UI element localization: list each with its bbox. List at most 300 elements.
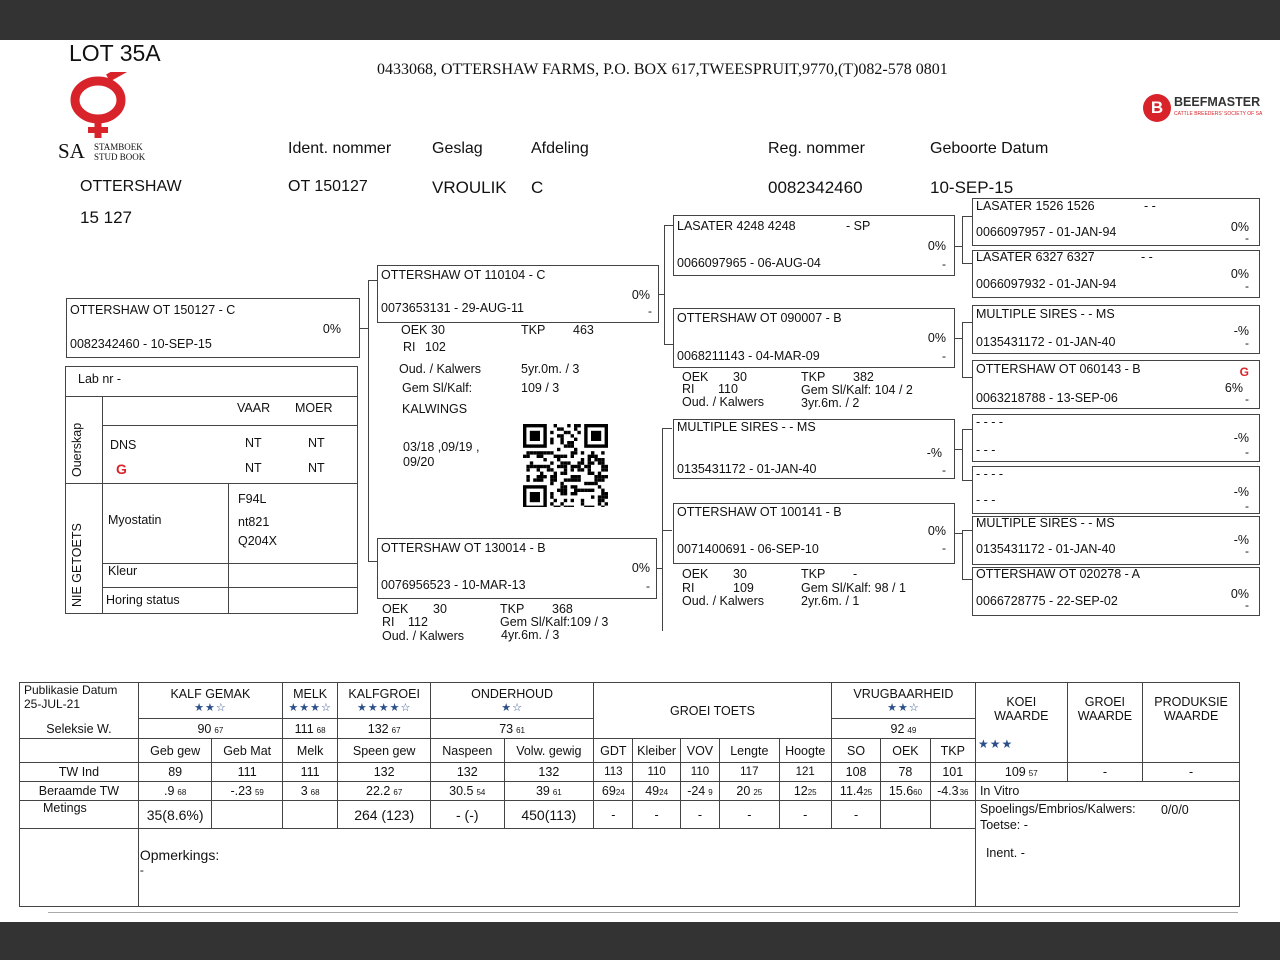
connector — [962, 263, 972, 264]
ggp-name: LASATER 1526 1526 — [976, 199, 1095, 213]
ggp-pct: 0% — [1230, 220, 1249, 234]
sel-cell — [138, 719, 282, 739]
tw-cell: 117 — [720, 763, 779, 782]
btw-value: 30.5 — [449, 784, 474, 798]
pedigree-grandparent — [673, 215, 955, 276]
pedigree-grandparent — [673, 419, 955, 479]
opmerkings-value: - — [139, 863, 144, 877]
connector — [962, 480, 972, 481]
sel-value: 92 — [890, 721, 905, 736]
met-cell: - — [831, 801, 880, 829]
btw-cell — [633, 782, 680, 801]
tw-cell: 110 — [680, 763, 719, 782]
dns-vaar: NT — [245, 436, 262, 450]
connector — [664, 344, 673, 345]
gp-dash: - — [942, 463, 946, 477]
sel-value: 73 — [499, 721, 514, 736]
sire-ri: 102 — [425, 340, 446, 354]
gp-name: MULTIPLE SIRES - - MS — [677, 420, 816, 434]
performance-table — [19, 682, 1240, 907]
gp3-gem: Gem Sl/Kalf: 98 / 1 — [801, 581, 906, 595]
met-cell: - (-) — [431, 801, 505, 829]
in-vitro-panel — [975, 801, 1239, 907]
btw-cell — [831, 782, 880, 801]
btw-value: 11.4 — [839, 784, 864, 798]
studbook-line1: STAMBOEK — [94, 142, 143, 152]
ouerskap-label: Ouerskap — [70, 422, 84, 477]
pub-label: Publikasie Datum — [24, 683, 118, 697]
pedigree-subject — [66, 298, 360, 358]
met-cell: - — [633, 801, 680, 829]
reg-value: 0082342460 — [768, 178, 863, 197]
seleksie-label: Seleksie W. — [20, 717, 139, 741]
ggp-name: MULTIPLE SIRES - - MS — [976, 307, 1115, 321]
gp-pct: 0% — [927, 239, 946, 253]
onderhoud-stars: ★☆ — [501, 702, 523, 714]
groei-toets-header: GROEI TOETS — [594, 683, 832, 739]
reg-label: Reg. nommer — [768, 140, 865, 157]
sel-sub: 68 — [316, 725, 326, 735]
sel-sub: 49 — [907, 725, 917, 735]
btw-sub: 25 — [863, 788, 873, 797]
btw-sub: 24 — [615, 788, 625, 797]
sire-oek-label: OEK — [401, 323, 428, 337]
connector — [662, 428, 672, 429]
btw-value: 39 — [535, 784, 550, 798]
met-cell: 35(8.6%) — [138, 801, 212, 829]
breeder-address: 0433068, OTTERSHAW FARMS, P.O. BOX 617,TWEESPRUIT,9770,(T)082-578 0801 — [377, 61, 948, 78]
opmerkings-label: Opmerkings: — [139, 847, 220, 863]
dob-label: Geboorte Datum — [930, 140, 1049, 157]
ggp-reg: 0066097957 - 01-JAN-94 — [976, 225, 1117, 239]
ggp-reg: 0135431172 - 01-JAN-40 — [976, 542, 1116, 556]
dns-label: DNS — [110, 438, 137, 452]
sire-tkp-label: TKP — [521, 323, 546, 337]
subject-name: OTTERSHAW OT 150127 - C — [70, 303, 236, 317]
female-symbol-icon — [58, 72, 158, 142]
beefmaster-b-icon: B — [1143, 94, 1171, 122]
dam-oek: 30 — [433, 602, 447, 616]
gp-pct: 0% — [927, 331, 946, 345]
btw-sub: 25 — [807, 788, 817, 797]
koei-waarde-header — [975, 683, 1067, 763]
btw-cell — [881, 782, 930, 801]
btw-sub: 68 — [310, 788, 320, 797]
sel-cell — [282, 719, 337, 739]
tw-label: TW Ind — [20, 763, 139, 782]
btw-sub: 67 — [393, 788, 403, 797]
lot-number: LOT 35A — [69, 40, 161, 66]
connector — [662, 530, 672, 531]
ggp-dash: - — [1245, 445, 1249, 459]
studbook-logo — [58, 72, 158, 164]
dam-ri-label: RI — [382, 615, 395, 629]
pub-date: 25-JUL-21 — [24, 697, 81, 711]
btw-sub: 68 — [177, 788, 187, 797]
connector — [962, 216, 963, 264]
ggp-pct: 0% — [1230, 267, 1249, 281]
sel-sub: 67 — [214, 725, 224, 735]
nie-getoets-label: NIE GETOETS — [70, 523, 84, 607]
col-header: Naspeen — [431, 739, 505, 763]
pedigree-great-grandparent — [972, 250, 1260, 298]
ggp-dash: - — [1245, 336, 1249, 350]
connector — [962, 216, 972, 217]
koei-stars: ★★★ — [977, 737, 1014, 751]
btw-sub: 36 — [959, 788, 969, 797]
col-header: Melk — [282, 739, 337, 763]
ggp-name: MULTIPLE SIRES - - MS — [976, 516, 1115, 530]
pedigree-grandparent — [673, 503, 955, 564]
myostatin-value: Q204X — [238, 534, 277, 548]
connector — [955, 338, 962, 339]
pedigree-great-grandparent — [972, 466, 1260, 514]
ggp-reg: 0063218788 - 13-SEP-06 — [976, 391, 1118, 405]
tw-prod-cell: - — [1143, 763, 1240, 782]
divider — [228, 483, 229, 613]
gp-dash: - — [942, 257, 946, 271]
vrugbaarheid-label: VRUGBAARHEID — [853, 687, 954, 701]
sel-cell — [831, 719, 975, 739]
spoelings-value: 0/0/0 — [1160, 803, 1189, 817]
ggp-pct: -% — [1233, 324, 1249, 338]
gp3-tkp: - — [853, 567, 858, 581]
sel-value: 111 — [294, 721, 314, 736]
tw-cell: 132 — [338, 763, 431, 782]
groei-waarde-header — [1067, 683, 1143, 763]
tw-koei-cell — [975, 763, 1067, 782]
tw-cell: 108 — [831, 763, 880, 782]
kleur-label: Kleur — [108, 564, 138, 578]
ggp-pct: 0% — [1230, 587, 1249, 601]
kalf-gemak-stars: ★★☆ — [194, 702, 227, 714]
ident-label: Ident. nommer — [288, 140, 392, 157]
sire-name: OTTERSHAW OT 110104 - C — [381, 268, 546, 282]
connector — [368, 280, 377, 281]
pedigree-great-grandparent — [972, 198, 1260, 246]
tw-cell: 113 — [594, 763, 633, 782]
sel-sub: 67 — [391, 725, 401, 735]
dam-oud-label: Oud. / Kalwers — [382, 629, 464, 643]
gp-suffix: - SP — [846, 219, 871, 233]
kalf-gemak-header — [138, 683, 282, 719]
pedigree-great-grandparent — [972, 305, 1260, 354]
connector — [955, 246, 962, 247]
animal-number: 15 127 — [80, 208, 132, 227]
ggp-name: - - - - — [976, 467, 1004, 481]
gp1-tkp-label: TKP — [801, 370, 826, 384]
tw-row — [20, 763, 1240, 782]
gp-pct: 0% — [927, 524, 946, 538]
ggp-name: OTTERSHAW OT 020278 - A — [976, 567, 1140, 581]
col-header: GDT — [594, 739, 633, 763]
pedigree-dam — [377, 538, 657, 599]
animal-name: OTTERSHAW — [80, 178, 182, 195]
subject-reg: 0082342460 - 10-SEP-15 — [70, 337, 212, 351]
kalfgroei-header — [338, 683, 431, 719]
qr-code[interactable] — [522, 424, 610, 507]
inent-label: Inent. - — [985, 846, 1025, 860]
btw-value: 15.6 — [888, 784, 914, 798]
tw-cell: 132 — [431, 763, 505, 782]
col-header: Geb gew — [138, 739, 212, 763]
melk-stars: ★★★☆ — [288, 702, 332, 714]
toetse-label: Toetse: - — [979, 818, 1028, 832]
melk-label: MELK — [293, 687, 328, 701]
met-cell — [930, 801, 975, 829]
btw-value: -4.3 — [937, 784, 959, 798]
ggp-dash: - — [1245, 392, 1249, 406]
btw-cell — [594, 782, 633, 801]
tw-cell: 110 — [633, 763, 680, 782]
gp3-oud: 2yr.6m. / 1 — [801, 594, 860, 608]
beefmaster-logo — [1143, 92, 1268, 124]
btw-value: .9 — [163, 784, 175, 798]
gt-vaar: NT — [245, 461, 262, 475]
blank-cell — [20, 829, 139, 907]
section-value: C — [531, 178, 544, 197]
sire-oek: 30 — [431, 323, 445, 337]
met-cell: - — [720, 801, 779, 829]
koei-waarde-label: KOEI WAARDE — [994, 695, 1049, 723]
connector — [962, 429, 963, 481]
btw-cell — [282, 782, 337, 801]
sex-label: Geslag — [432, 140, 483, 157]
tw-cell: 101 — [930, 763, 975, 782]
col-header: Kleiber — [633, 739, 680, 763]
gp-dash: - — [942, 349, 946, 363]
met-cell: 450(113) — [504, 801, 594, 829]
btw-cell — [338, 782, 431, 801]
sel-value: 132 — [367, 721, 389, 736]
sire-kalwings-label: KALWINGS — [402, 402, 468, 416]
btw-row — [20, 782, 1240, 801]
btw-value: -.23 — [230, 784, 252, 798]
gp-dash: - — [942, 541, 946, 555]
btw-cell — [930, 782, 975, 801]
dam-reg: 0076956523 - 10-MAR-13 — [381, 578, 526, 592]
ggp-name: - - - - — [976, 415, 1004, 429]
dob-value: 10-SEP-15 — [930, 178, 1014, 197]
ggp-pct: -% — [1233, 485, 1249, 499]
divider — [102, 563, 357, 564]
myostatin-value: F94L — [238, 492, 267, 506]
btw-sub: 24 — [659, 788, 669, 797]
ggp-suffix: - - — [1141, 250, 1153, 264]
vaar-header: VAAR — [237, 401, 271, 415]
metings-row — [20, 801, 1240, 829]
gt-logo-icon: G — [116, 461, 127, 477]
divider — [66, 483, 357, 484]
gp-pct: -% — [926, 446, 942, 460]
tw-cell: 111 — [282, 763, 337, 782]
kalfgroei-label: KALFGROEI — [348, 687, 420, 701]
connector — [368, 280, 369, 562]
dam-pct: 0% — [631, 561, 650, 575]
btw-cell — [680, 782, 719, 801]
qr-code-icon — [522, 424, 610, 507]
gp-name: LASATER 4248 4248 — [677, 219, 796, 233]
divider — [66, 396, 357, 397]
col-header: SO — [831, 739, 880, 763]
gp-name: OTTERSHAW OT 100141 - B — [677, 505, 842, 519]
groei-waarde-label: GROEI WAARDE — [1077, 695, 1133, 723]
sex-value: VROULIK — [432, 178, 507, 197]
sire-gem: 109 / 3 — [521, 381, 560, 395]
gp1-gem: Gem Sl/Kalf: 104 / 2 — [801, 383, 913, 397]
sire-tkp: 463 — [573, 323, 594, 337]
btw-value: 22.2 — [366, 784, 391, 798]
met-cell: - — [680, 801, 719, 829]
ggp-reg: 0066728775 - 22-SEP-02 — [976, 594, 1118, 608]
met-cell — [881, 801, 930, 829]
col-header: Volw. gewig — [504, 739, 594, 763]
dam-tkp: 368 — [552, 602, 573, 616]
btw-sub: 60 — [913, 788, 923, 797]
connector — [962, 579, 972, 580]
connector — [955, 449, 962, 450]
connector — [360, 328, 368, 329]
pedigree-great-grandparent — [972, 567, 1260, 616]
met-cell: - — [779, 801, 831, 829]
myostatin-label: Myostatin — [108, 513, 162, 527]
studbook-letters: SA — [58, 139, 85, 163]
tw-koei-sub: 57 — [1028, 769, 1038, 778]
lab-number: Lab nr - — [78, 372, 122, 386]
connector — [962, 377, 972, 378]
produksie-waarde-header — [1143, 683, 1240, 763]
sire-ri-label: RI — [403, 340, 416, 354]
tw-cell: 121 — [779, 763, 831, 782]
sire-reg: 0073653131 - 29-AUG-11 — [381, 301, 524, 315]
btw-value: 3 — [300, 784, 308, 798]
sel-cell — [338, 719, 431, 739]
met-cell: 264 (123) — [338, 801, 431, 829]
ggp-reg: - - - — [976, 443, 996, 457]
vrugbaarheid-stars: ★★☆ — [887, 702, 920, 714]
gp1-oek-label: OEK — [682, 370, 709, 384]
btw-value: 69 — [601, 784, 616, 798]
dam-dash: - — [646, 579, 650, 593]
gp-reg: 0071400691 - 06-SEP-10 — [677, 542, 819, 556]
col-header: OEK — [881, 739, 930, 763]
tw-cell: 78 — [881, 763, 930, 782]
pedigree-sire — [377, 265, 659, 323]
ggp-pct: 6% — [1224, 381, 1243, 395]
btw-sub: 54 — [476, 788, 486, 797]
ggp-reg: 0135431172 - 01-JAN-40 — [976, 335, 1116, 349]
gp1-oud-label: Oud. / Kalwers — [682, 395, 764, 409]
col-header: VOV — [680, 739, 719, 763]
onderhoud-label: ONDERHOUD — [471, 687, 554, 701]
horing-label: Horing status — [106, 593, 180, 607]
gp3-ri-label: RI — [682, 581, 695, 595]
gp1-oud: 3yr.6m. / 2 — [801, 396, 860, 410]
btw-value: 12 — [793, 784, 808, 798]
gp1-ri: 110 — [718, 382, 738, 396]
ggp-suffix: - - — [1144, 199, 1156, 213]
ggp-name: LASATER 6327 6327 — [976, 250, 1095, 264]
btw-sub: 9 — [708, 788, 713, 797]
tw-cell: 89 — [138, 763, 212, 782]
spoelings-label: Spoelings/Embrios/Kalwers: — [979, 802, 1136, 816]
gp3-oek-label: OEK — [682, 567, 709, 581]
gp3-oud-label: Oud. / Kalwers — [682, 594, 764, 608]
dam-ri: 112 — [408, 615, 428, 629]
met-cell: - — [594, 801, 633, 829]
btw-cell — [212, 782, 283, 801]
ggp-dash: - — [1245, 499, 1249, 513]
tw-koei-value: 109 — [1004, 765, 1026, 779]
connector — [962, 322, 963, 378]
connector — [664, 225, 673, 226]
ggp-pct: -% — [1233, 533, 1249, 547]
divider — [102, 396, 103, 613]
btw-value: 49 — [645, 784, 660, 798]
pedigree-great-grandparent — [972, 414, 1260, 462]
connector — [962, 429, 972, 430]
gp-reg: 0066097965 - 06-AUG-04 — [677, 256, 821, 270]
sel-value: 90 — [197, 721, 212, 736]
connector — [962, 530, 972, 531]
divider — [102, 425, 357, 426]
col-header: Lengte — [720, 739, 779, 763]
gp-reg: 0135431172 - 01-JAN-40 — [677, 462, 817, 476]
met-cell — [282, 801, 337, 829]
beefmaster-tagline: CATTLE BREEDERS' SOCIETY OF SA — [1174, 111, 1263, 117]
ggp-pct: -% — [1233, 431, 1249, 445]
melk-header — [282, 683, 337, 719]
studbook-line2: STUD BOOK — [94, 152, 146, 162]
ggp-dash: - — [1245, 598, 1249, 612]
btw-value: 20 — [736, 784, 751, 798]
ggp-dash: - — [1245, 231, 1249, 245]
ggp-reg: - - - — [976, 493, 996, 507]
btw-sub: 61 — [552, 788, 562, 797]
gp3-ri: 109 — [733, 581, 754, 595]
btw-label: Beraamde TW — [20, 782, 139, 801]
subject-pct: 0% — [322, 322, 341, 336]
col-header: TKP — [930, 739, 975, 763]
met-cell — [212, 801, 283, 829]
gp3-oek: 30 — [733, 567, 747, 581]
pedigree-great-grandparent — [972, 360, 1260, 409]
tw-cell: 132 — [504, 763, 594, 782]
btw-sub: 59 — [254, 788, 264, 797]
connector — [368, 561, 377, 562]
bottom-bar — [0, 922, 1280, 960]
vrugbaarheid-header — [831, 683, 975, 719]
btw-cell — [431, 782, 505, 801]
lab-panel — [65, 366, 358, 614]
sel-cell — [431, 719, 594, 739]
connector — [962, 530, 963, 580]
sire-pct: 0% — [631, 288, 650, 302]
in-vitro-label: In Vitro — [975, 782, 1239, 801]
dam-gem: Gem Sl/Kalf:109 / 3 — [500, 615, 609, 629]
ggp-reg: 0066097932 - 01-JAN-94 — [976, 277, 1117, 291]
produksie-waarde-label: PRODUKSIE WAARDE — [1154, 695, 1228, 723]
dam-oud: 4yr.6m. / 3 — [501, 628, 560, 642]
gp1-tkp: 382 — [853, 370, 874, 384]
top-bar — [0, 0, 1280, 40]
dam-tkp-label: TKP — [500, 602, 525, 616]
ggp-dash: - — [1245, 279, 1249, 293]
section-label: Afdeling — [531, 140, 589, 157]
ident-value: OT 150127 — [288, 178, 368, 195]
btw-sub: 25 — [753, 788, 763, 797]
divider — [102, 587, 357, 588]
